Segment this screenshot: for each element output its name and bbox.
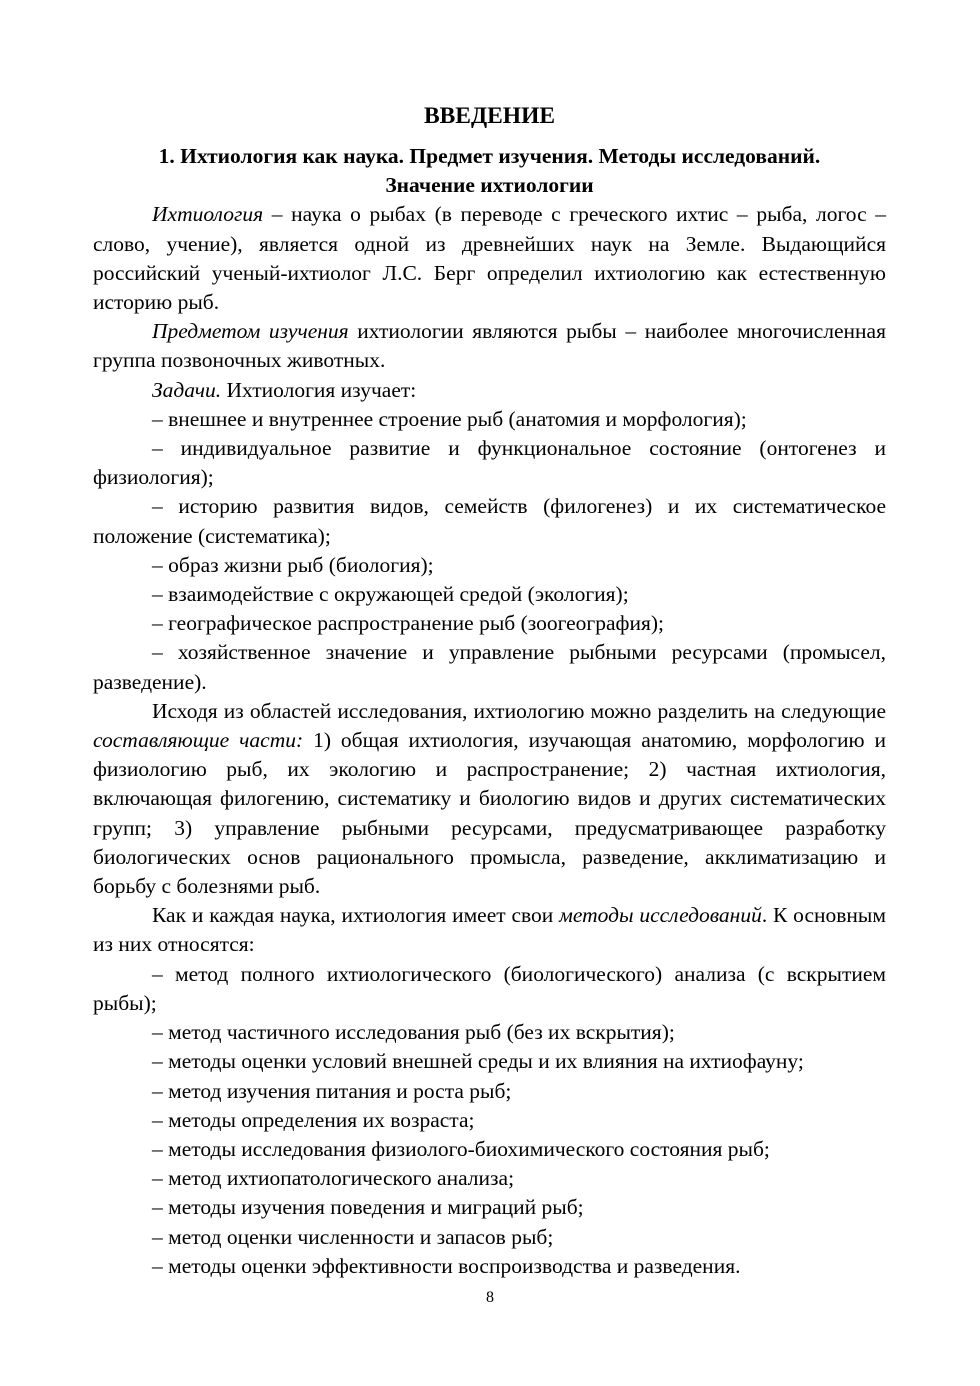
paragraph-methods-intro: [93, 901, 886, 959]
term-ichthyology: Ихтиология: [152, 202, 264, 227]
page-heading: ВВЕДЕНИЕ: [423, 103, 556, 129]
tasks-intro: Ихтиология изучает:: [221, 377, 417, 402]
list-item: – хозяйственное значение и управление рыбными ресурсами (промысел, разведение).: [93, 640, 886, 694]
definition-text: – наука о рыбах (в переводе с греческого ихтис – рыба, логос – слово, учение), является одной из древнейших наук на Земле. Выдающийся российский ученый-ихтиолог Л.С. Берг определил ихтиологию как естественную историю рыб.: [93, 202, 886, 315]
components-after: 1) общая ихтиология, изучающая анатомию, морфологию и физиологию рыб, их экологию и распространение; 2) частная ихтиология, включающая филогению, систематику и биологию видов и других систематических групп; 3) управление рыбными ресурсами, предусматривающее разработку биологических основ рационального промысла, разведение, акклиматизацию и борьбу с болезнями рыб.: [93, 728, 886, 899]
list-item: – историю развития видов, семейств (филогенез) и их систематическое положение (систематика);: [93, 494, 886, 548]
list-item: – методы оценки эффективности воспроизводства и разведения.: [152, 1253, 741, 1278]
list-item: – методы изучения поведения и миграций рыб;: [152, 1195, 584, 1220]
list-item: – географическое распространение рыб (зоогеография);: [152, 611, 665, 636]
list-item: – взаимодействие с окружающей средой (экология);: [152, 582, 629, 607]
methods-before: Как и каждая наука, ихтиология имеет свои: [152, 903, 560, 928]
paragraph-components: [93, 697, 886, 901]
components-before: Исходя из областей исследования, ихтиологию можно разделить на следующие: [152, 698, 886, 723]
list-item: – индивидуальное развитие и функциональное состояние (онтогенез и физиология);: [93, 436, 886, 490]
term-subject: Предметом изучения: [152, 319, 349, 344]
list-item: – внешнее и внутреннее строение рыб (анатомия и морфология);: [152, 406, 747, 431]
page-content: [93, 96, 886, 1281]
subject-text: ихтиологии являются рыбы – наиболее многочисленная группа позвоночных животных.: [93, 319, 886, 373]
list-item: – метод полного ихтиологического (биологического) анализа (с вскрытием рыбы);: [93, 961, 886, 1015]
page-number: 8: [486, 1289, 494, 1306]
list-item: – образ жизни рыб (биология);: [152, 552, 434, 577]
section-title-line-2: Значение ихтиологии: [385, 173, 594, 198]
section-title-line-1: 1. Ихтиология как наука. Предмет изучения. Методы исследований.: [158, 144, 821, 168]
term-components: составляющие части:: [93, 728, 304, 753]
term-tasks: Задачи.: [152, 377, 222, 402]
paragraph-subject: [93, 317, 886, 375]
list-item: – метод изучения питания и роста рыб;: [152, 1078, 512, 1103]
list-item: – методы исследования физиолого-биохимического состояния рыб;: [152, 1136, 770, 1161]
list-item: – методы определения их возраста;: [152, 1107, 475, 1132]
paragraph-tasks: [93, 376, 886, 405]
term-methods: методы исследований: [559, 903, 762, 928]
list-item: – метод оценки численности и запасов рыб;: [152, 1224, 554, 1249]
list-item: – метод частичного исследования рыб (без их вскрытия);: [152, 1020, 675, 1045]
methods-after: . К основным из них относятся:: [93, 903, 886, 957]
list-item: – методы оценки условий внешней среды и их влияния на ихтиофауну;: [152, 1049, 804, 1074]
paragraph-definition: [93, 200, 886, 317]
list-item: – метод ихтиопатологического анализа;: [152, 1166, 515, 1191]
